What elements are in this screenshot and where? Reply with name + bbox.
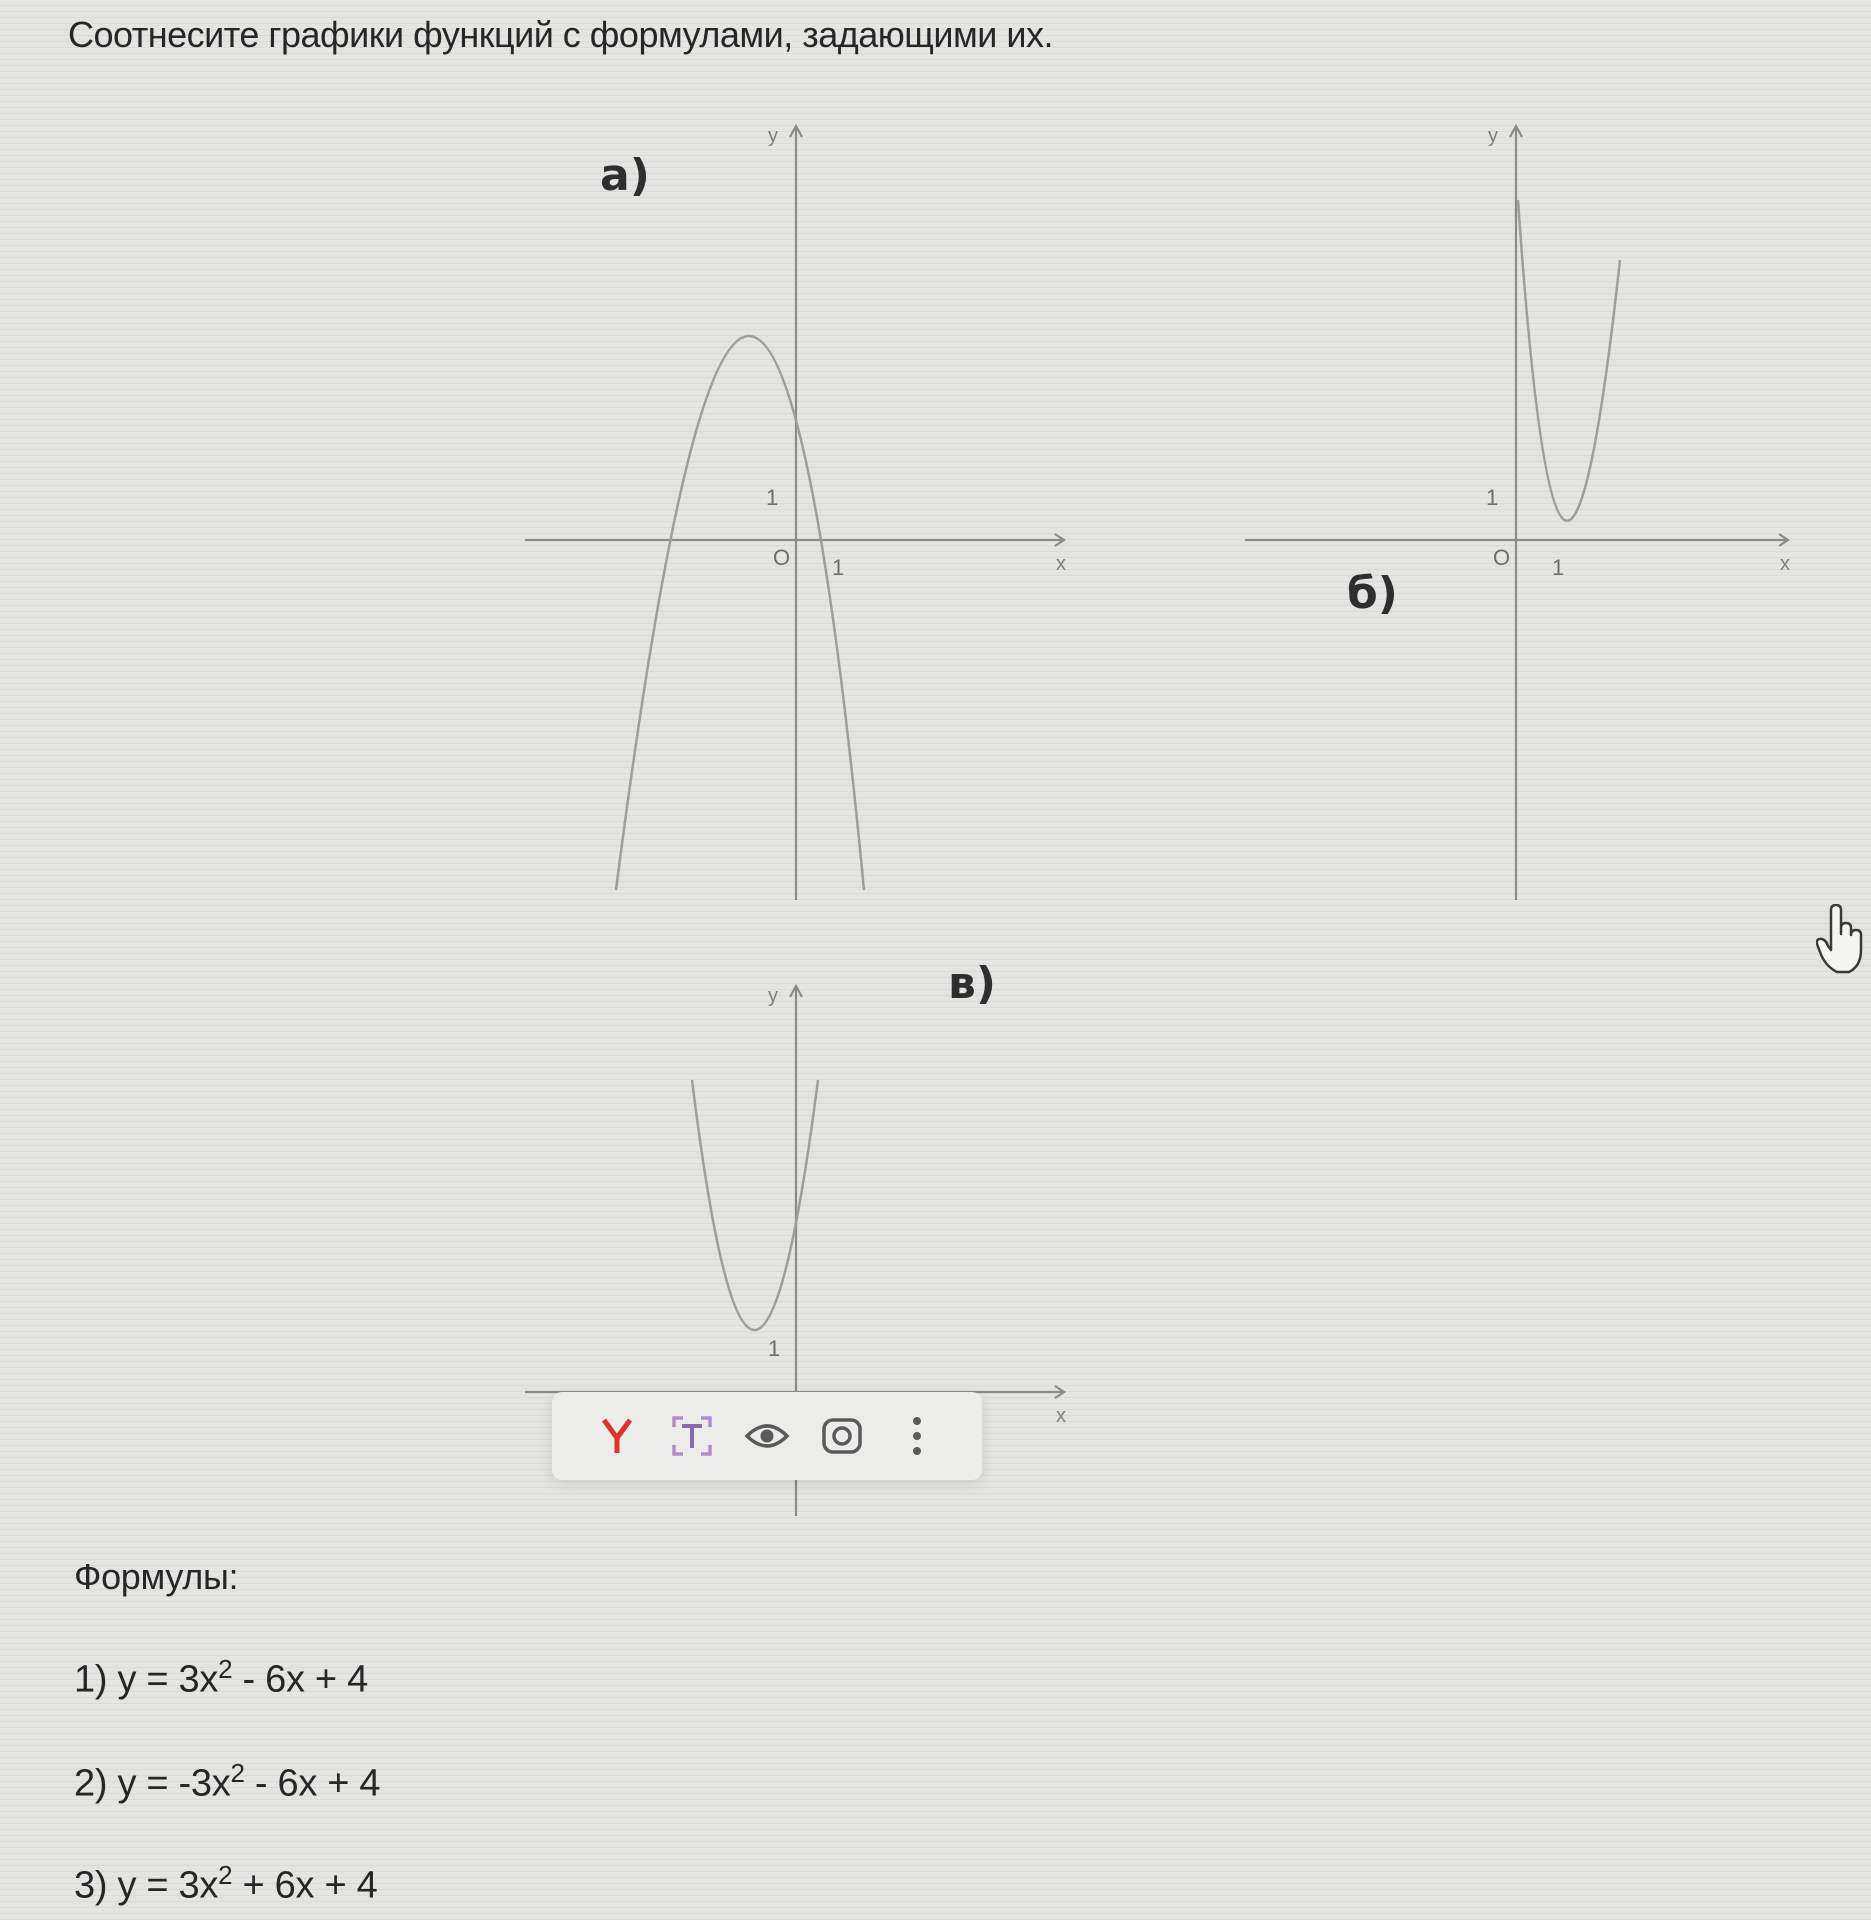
y-axis-label: y (1488, 125, 1498, 147)
formula-2-power: 2 (230, 1758, 245, 1788)
panel-label-v: в) (948, 958, 996, 1009)
x-tick-label: 1 (1552, 555, 1565, 580)
formula-2-suffix: - 6x + 4 (244, 1762, 381, 1805)
parabola-curve-b (1518, 200, 1620, 521)
formula-1-suffix: - 6x + 4 (232, 1658, 368, 1701)
more-options-icon (910, 1414, 924, 1458)
panel-label-a: а) (600, 150, 650, 201)
y-axis-label: y (768, 985, 778, 1007)
x-axis-label: x (1780, 553, 1790, 575)
graph-b (1240, 110, 1800, 910)
hand-cursor-icon (1816, 904, 1866, 976)
formula-1-power: 2 (218, 1654, 233, 1684)
parabola-curve-a (616, 336, 864, 890)
text-select-icon (670, 1414, 714, 1458)
formula-3-prefix: 3) y = 3x (74, 1864, 219, 1907)
panel-label-b: б) (1347, 568, 1398, 619)
formula-2-prefix: 2) y = -3x (74, 1762, 231, 1805)
formula-3-suffix: + 6x + 4 (232, 1864, 378, 1907)
camera-lens-button[interactable] (814, 1408, 870, 1464)
formula-2 (74, 1758, 380, 1806)
formula-1-prefix: 1) y = 3x (74, 1658, 219, 1701)
parabola-curve-v (692, 1080, 818, 1330)
x-tick-label: 1 (832, 555, 845, 580)
floating-toolbar (552, 1392, 982, 1480)
x-axis-label: x (1056, 553, 1066, 575)
formula-1 (74, 1654, 368, 1702)
origin-label: O (773, 545, 791, 570)
yandex-icon (600, 1416, 634, 1456)
y-tick-label: 1 (768, 1336, 781, 1361)
eye-icon (744, 1419, 790, 1453)
formula-3 (74, 1860, 377, 1908)
y-tick-label: 1 (766, 485, 779, 510)
formula-3-power: 2 (218, 1860, 233, 1890)
text-select-button[interactable] (664, 1408, 720, 1464)
question-text: Соотнесите графики функций с формулами, задающими их. (68, 14, 1053, 55)
origin-label: O (1493, 545, 1511, 570)
x-axis-label: x (1056, 1405, 1066, 1427)
camera-lens-icon (819, 1413, 865, 1459)
graph-a (520, 110, 1080, 910)
eye-button[interactable] (739, 1408, 795, 1464)
y-tick-label: 1 (1486, 485, 1499, 510)
y-axis-label: y (768, 125, 778, 147)
yandex-button[interactable] (589, 1408, 645, 1464)
formulas-title: Формулы: (74, 1556, 239, 1597)
more-options-button[interactable] (889, 1408, 945, 1464)
